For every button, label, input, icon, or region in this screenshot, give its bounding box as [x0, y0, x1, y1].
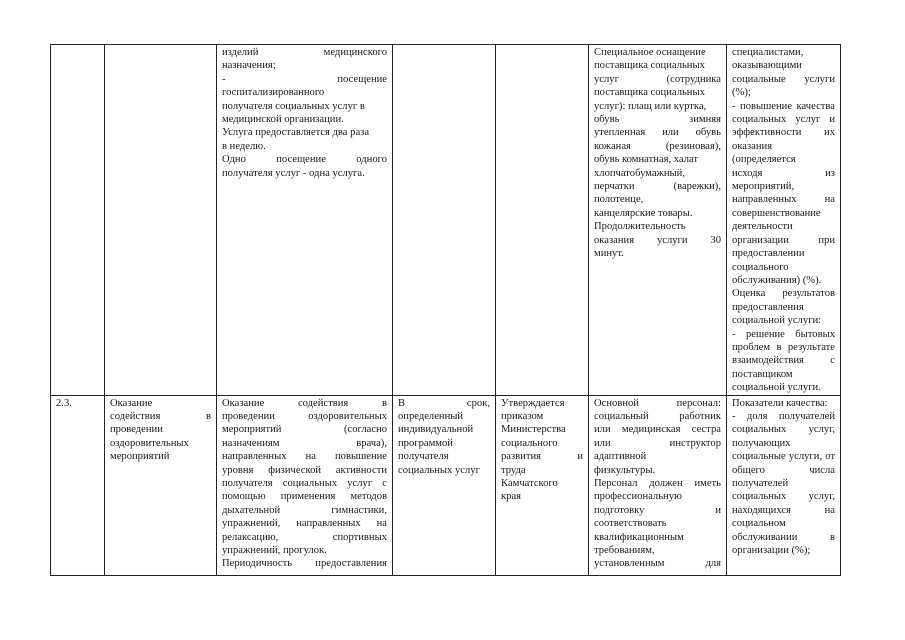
cell-quality-indicators	[727, 395, 841, 575]
text-line: социальный работник	[594, 410, 721, 422]
text-line: Оказание содействия в	[222, 397, 387, 409]
cell-quality-indicators	[727, 45, 841, 396]
text-line: - повышение качества	[732, 100, 835, 112]
text-line: развития и	[501, 451, 583, 463]
text-line: - решение бытовых	[732, 328, 835, 340]
text-line: соответствовать	[594, 518, 667, 530]
text-line: труда	[501, 464, 526, 476]
text-line: оздоровительных	[110, 437, 189, 449]
text-line: поставщика социальных	[594, 87, 705, 99]
text-line: изделий медицинского	[222, 47, 387, 58]
text-line: содействия в	[110, 410, 211, 422]
text-line: дыхательной гимнастики,	[222, 504, 387, 516]
text-line: минут.	[594, 248, 624, 260]
text-line: Оказание	[110, 397, 153, 409]
text-line: перчатки (варежки),	[594, 181, 721, 193]
text-line: социальной услуги:	[732, 315, 822, 327]
text-line: оказания (определяется	[732, 140, 796, 166]
text-line: оказывающими	[732, 60, 802, 72]
text-line: оказания услуги 30	[594, 234, 721, 246]
cell-service-description	[217, 45, 393, 396]
text-line: в неделю.	[222, 140, 266, 152]
text-line: обслуживания) (%).	[732, 274, 822, 286]
text-line: физкультуры.	[594, 464, 656, 476]
text-line: квалификационным	[594, 531, 684, 543]
text-line: Оценка результатов	[732, 288, 835, 300]
text-line: исходя из мероприятий,	[732, 167, 835, 193]
text-line: эффективности их	[732, 127, 835, 139]
text-line: предоставлении	[732, 248, 805, 260]
text-line: Утверждается	[501, 397, 565, 409]
text-line: направленных на	[732, 194, 835, 206]
cell-service-name	[105, 45, 217, 396]
text-line: поставщиком	[732, 368, 793, 380]
text-line: утепленная или обувь	[594, 127, 721, 139]
text-line: приказом	[501, 410, 544, 422]
text-line: канцелярские товары.	[594, 207, 693, 219]
text-line: упражнений, прогулок.	[222, 545, 327, 557]
text-line: Министерства	[501, 424, 566, 436]
text-line: назначения;	[222, 60, 276, 72]
text-line: специалистами,	[732, 47, 804, 58]
row-number: 2.3.	[56, 397, 72, 409]
text-line: кожаная (резиновая),	[594, 140, 721, 152]
text-line: социальных услуг,	[732, 424, 835, 436]
text-line: или инструктор	[594, 437, 721, 449]
text-line: установленным для	[594, 558, 721, 570]
table-row-2-3	[51, 395, 841, 575]
text-line: получающих	[732, 437, 791, 449]
text-line: получателя социальных услуг в	[222, 100, 365, 112]
text-line: социальные услуги, от	[732, 451, 835, 463]
text-line: социальных услуг,	[732, 491, 835, 503]
cell-norms	[496, 395, 589, 575]
text-line: профессиональную	[594, 491, 682, 503]
text-line: уровня физической активности	[222, 464, 387, 476]
text-line: деятельности	[732, 221, 793, 233]
text-line: получателя	[398, 451, 449, 463]
text-line: направленных на повышение	[222, 451, 387, 463]
text-line: получателя услуг - одна услуга.	[222, 167, 365, 179]
text-line: Специальное оснащение	[594, 47, 706, 58]
text-line: проблем в результате	[732, 341, 835, 353]
text-line: обслуживании в	[732, 531, 835, 543]
text-line: Персонал должен иметь	[594, 478, 721, 489]
text-line: организации (%);	[732, 545, 811, 557]
text-line: края	[501, 491, 522, 503]
text-line: общего числа	[732, 464, 835, 476]
text-line: социального	[501, 437, 558, 449]
text-line: полотенце,	[594, 194, 644, 206]
text-line: предоставления	[732, 301, 804, 313]
text-line: находящихся на	[732, 504, 835, 516]
text-line: хлопчатобумажный,	[594, 167, 685, 179]
text-line: социальном	[732, 518, 786, 530]
text-line: требованиям,	[594, 545, 655, 557]
text-line: получателей	[732, 478, 789, 489]
text-line: или медицинская сестра	[594, 424, 721, 436]
text-line: упражнений, направленных на	[222, 518, 387, 530]
text-line: программой	[398, 437, 453, 449]
text-line: релаксацию, спортивных	[222, 531, 387, 543]
text-line: госпитализированного	[222, 87, 325, 99]
text-line: социального	[732, 261, 789, 273]
text-line: услуг (сотрудника	[594, 73, 721, 85]
cell-conditions	[589, 395, 727, 575]
text-line: индивидуальной	[398, 424, 474, 436]
table-row-continued	[51, 45, 841, 396]
cell-service-description	[217, 395, 393, 575]
text-line: Услуга предоставляется два раза	[222, 127, 370, 139]
text-line: Одно посещение одного	[222, 154, 387, 166]
text-line: мероприятий (согласно	[222, 424, 387, 436]
services-table	[50, 44, 841, 576]
text-line: Показатели качества:	[732, 397, 828, 409]
text-line: обувь зимняя	[594, 114, 721, 126]
text-line: адаптивной	[594, 451, 647, 463]
text-line: поставщика социальных	[594, 60, 705, 72]
text-line: социальные услуги (%);	[732, 73, 835, 99]
text-line: совершенствование	[732, 207, 821, 219]
text-line: Периодичность предоставления	[222, 558, 387, 570]
cell-timing	[393, 395, 496, 575]
text-line: социальной услуги.	[732, 382, 821, 394]
cell-norms	[496, 45, 589, 396]
text-line: - посещение	[222, 73, 387, 85]
text-line: подготовку и	[594, 504, 721, 516]
cell-timing	[393, 45, 496, 396]
cell-service-name	[105, 395, 217, 575]
text-line: В срок,	[398, 397, 490, 409]
text-line: определенный	[398, 410, 464, 422]
text-line: услуг): плащ или куртка,	[594, 100, 707, 112]
cell-conditions	[589, 45, 727, 396]
cell-number	[51, 395, 105, 575]
text-line: получателя социальных услуг с	[222, 478, 387, 489]
text-line: Основной персонал:	[594, 397, 721, 409]
cell-number	[51, 45, 105, 396]
text-line: организации при	[732, 234, 835, 246]
text-line: проведении оздоровительных	[222, 410, 387, 422]
text-line: назначениям врача),	[222, 437, 387, 449]
text-line: медицинской организации.	[222, 114, 344, 126]
text-line: социальных услуг	[398, 464, 480, 476]
text-line: взаимодействия с	[732, 355, 835, 367]
text-line: - доля получателей	[732, 410, 835, 422]
text-line: мероприятий	[110, 451, 170, 463]
text-line: обувь комнатная, халат	[594, 154, 699, 166]
text-line: Камчатского	[501, 478, 558, 489]
text-line: Продолжительность	[594, 221, 686, 233]
text-line: помощью применения методов	[222, 491, 387, 503]
text-line: социальных услуг и	[732, 114, 835, 126]
text-line: проведении	[110, 424, 163, 436]
